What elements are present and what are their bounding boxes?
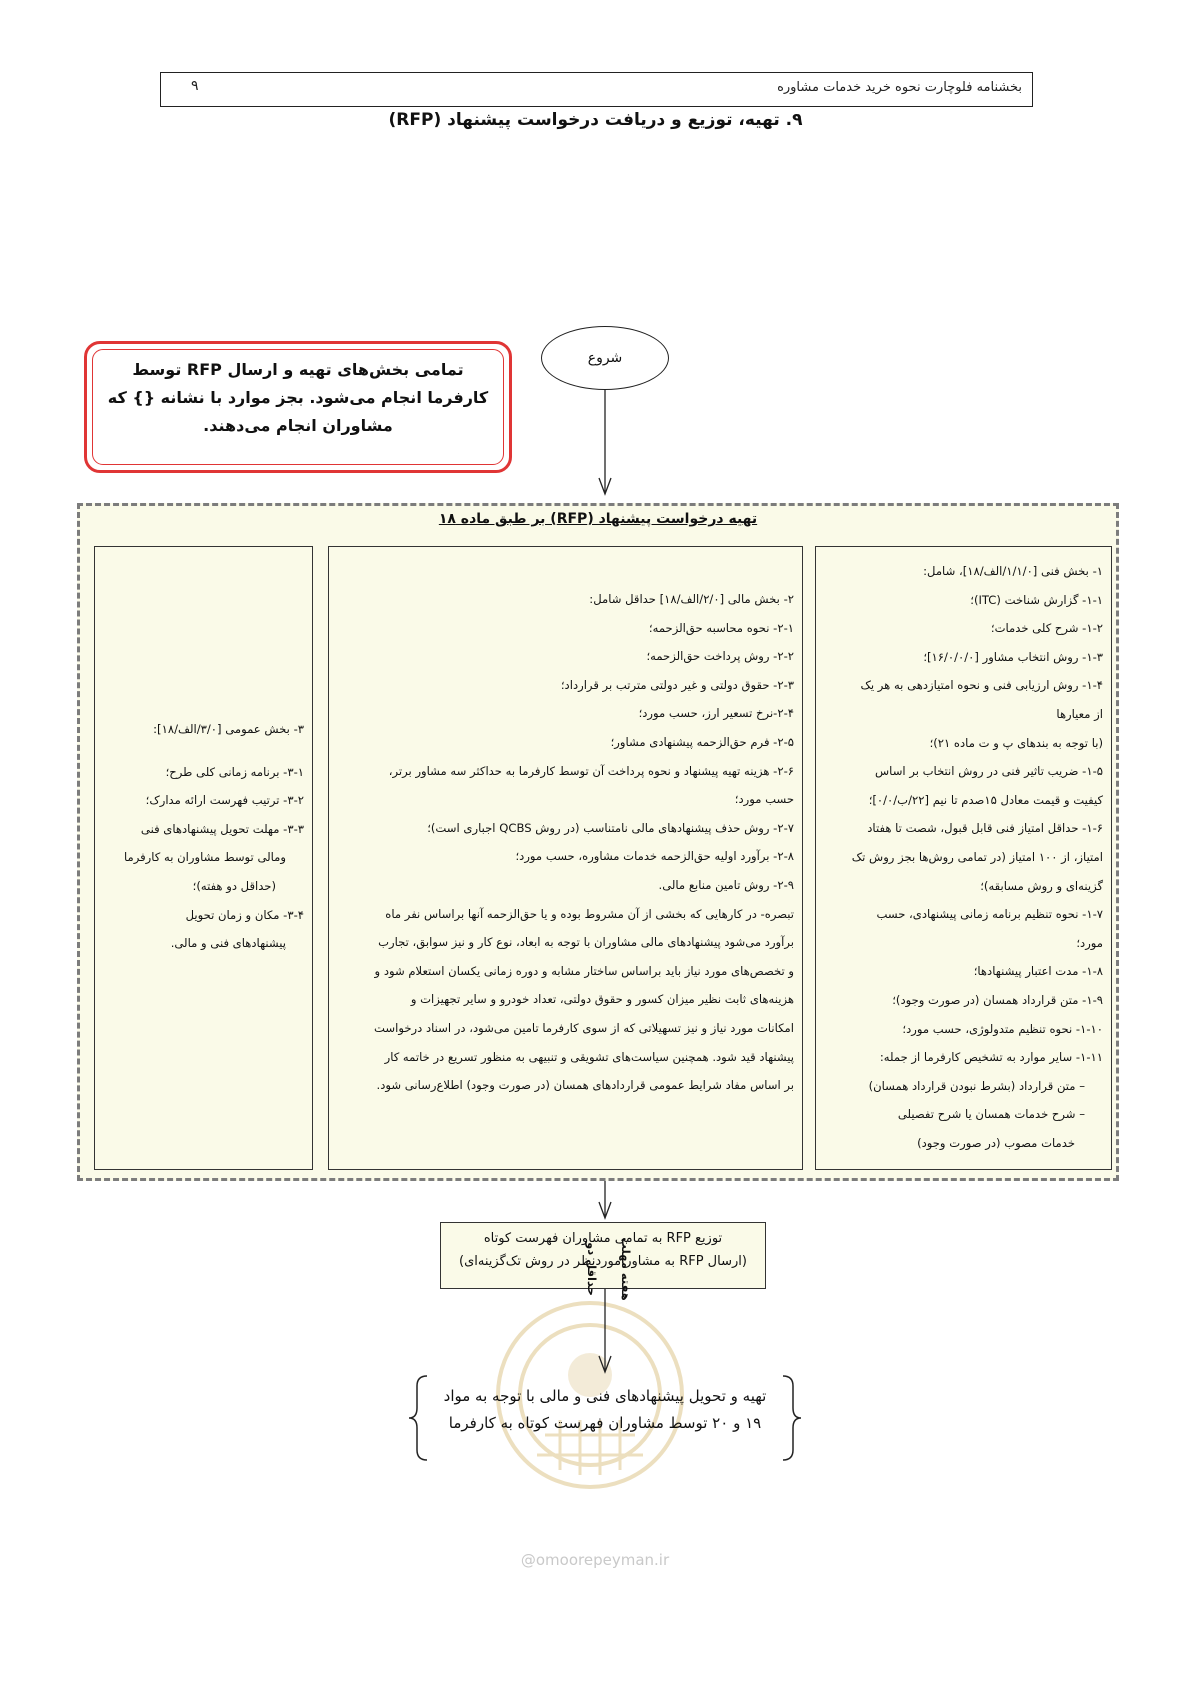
weeks-label: هفته مهلت — [618, 1237, 633, 1301]
distribution-line: توزیع RFP به تمامی مشاوران فهرست کوتاه — [483, 1231, 723, 1246]
note-box — [92, 349, 504, 465]
general-line: ومالی توسط مشاوران به کارفرما — [123, 850, 286, 865]
general-line: ۳-۳- مهلت تحویل پیشنهادهای فنی — [140, 821, 304, 836]
header-title: بخشنامه فلوچارت نحوه خرید خدمات مشاوره — [777, 80, 1022, 95]
financial-line: ۲-۹- روش تامین منابع مالی. — [658, 877, 794, 892]
financial-line: تبصره- در کارهایی که بخشی از آن مشروط بوده و یا حق‌الزحمه آنها براساس نفر ماه — [385, 906, 794, 921]
technical-line: ۱-۱- گزارش شناخت (ITC)؛ — [970, 592, 1103, 607]
financial-line: امکانات مورد نیاز و نیز تسهیلاتی که از سوی کارفرما تامین می‌شود، در اسناد درخواست — [374, 1020, 794, 1035]
technical-line: ۱-۱۱- سایر موارد به تشخیص کارفرما از جمله: — [879, 1050, 1103, 1065]
technical-line: ۱-۷- نحوه تنظیم برنامه زمانی پیشنهادی، حسب — [876, 907, 1103, 922]
financial-line: پیشنهاد قید شود. همچنین سیاست‌های تشویقی و تنبیهی به منظور تسریع در خاتمه کار — [384, 1049, 794, 1064]
technical-line: خدمات مصوب (در صورت وجود) — [917, 1135, 1075, 1150]
general-line: ۳-۴- مکان و زمان تحویل — [185, 907, 304, 922]
final-submission-box — [417, 1378, 793, 1458]
financial-line: ۲- بخش مالی [۲/۰/الف/۱۸] حداقل شامل: — [589, 592, 794, 606]
technical-line: ۱-۴- روش ارزیابی فنی و نحوه امتیازدهی به هر یک — [860, 678, 1103, 693]
financial-line: حسب مورد؛ — [734, 792, 794, 807]
financial-line: ۲-۶- هزینه تهیه پیشنهاد و نحوه پرداخت آن توسط کارفرما به حداکثر سه مشاور برتر، — [388, 763, 794, 778]
technical-line: ۱-۱۰- نحوه تنظیم متدولوژی، حسب مورد؛ — [902, 1021, 1103, 1036]
technical-line: ۱-۲- شرح کلی خدمات؛ — [990, 621, 1103, 636]
arrow-head-icon — [599, 478, 611, 494]
note-line: تمامی بخش‌های تهیه و ارسال RFP توسط — [132, 360, 464, 379]
start-label: شروع — [587, 350, 623, 366]
financial-line: ۲-۱- نحوه محاسبه حق‌الزحمه؛ — [648, 620, 794, 635]
general-line: پیشنهادهای فنی و مالی. — [170, 936, 286, 951]
technical-line: ۱-۹- متن قرارداد همسان (در صورت وجود)؛ — [892, 992, 1103, 1007]
financial-line: هزینه‌های ثابت نظیر میزان کسور و حقوق دولتی، تعداد خودرو و سایر تجهیزات و — [410, 992, 794, 1007]
technical-line: گزینه‌ای و روش مسابقه)؛ — [980, 878, 1103, 893]
page-title: ۹. تهیه، توزیع و دریافت درخواست پیشنهاد (RFP) — [388, 110, 803, 130]
technical-line: (با توجه به بندهای پ و ت ماده ۲۱)؛ — [929, 735, 1103, 750]
general-section — [94, 546, 313, 1170]
technical-line: – متن قرارداد (بشرط نبودن قرارداد همسان) — [868, 1078, 1085, 1093]
rfp-section-title: تهیه درخواست پیشنهاد (RFP) بر طبق ماده ۱۸ — [438, 511, 758, 527]
technical-line: ۱-۳- روش انتخاب مشاور [۱۶/۰/۰/۰]؛ — [923, 649, 1103, 664]
note-line: مشاوران انجام می‌دهند. — [203, 416, 393, 435]
general-line: ۳-۱- برنامه زمانی کلی طرح؛ — [165, 764, 304, 779]
technical-line: ۱-۸- مدت اعتبار پیشنهادها؛ — [973, 964, 1103, 979]
financial-line: بر اساس مفاد شرایط عمومی قراردادهای همسان (در صورت وجود) اطلاع‌رسانی شود. — [376, 1078, 794, 1093]
technical-section — [815, 546, 1112, 1170]
final-line: ۱۹ و ۲۰ توسط مشاوران فهرست کوتاه به کارفرما — [448, 1414, 762, 1432]
page-number: ۹ — [191, 78, 199, 94]
distribution-box — [440, 1222, 766, 1289]
financial-line: ۲-۷- روش حذف پیشنهادهای مالی نامتناسب (در روش QCBS اجباری است)؛ — [427, 820, 794, 835]
technical-line: مورد؛ — [1076, 935, 1103, 950]
financial-line: ۲-۵- فرم حق‌الزحمه پیشنهادی مشاور؛ — [610, 734, 794, 749]
financial-line: ۲-۳- حقوق دولتی و غیر دولتی مترتب بر قرارداد؛ — [560, 677, 794, 692]
technical-line: کیفیت و قیمت معادل ۱۵صدم تا نیم [۲۲/ب/۰/۰]؛ — [868, 792, 1103, 807]
technical-line: ۱-۵- ضریب تاثیر فنی در روش انتخاب بر اساس — [875, 764, 1103, 779]
financial-section — [328, 546, 803, 1170]
technical-line: ۱- بخش فنی [۱/۱/۰/الف/۱۸]، شامل: — [923, 564, 1103, 578]
page-header — [160, 72, 1033, 107]
general-line: ۳- بخش عمومی [۳/۰/الف/۱۸]: — [153, 722, 304, 736]
technical-line: امتیاز، از ۱۰۰ امتیاز (در تمامی روش‌ها بجز روش تک — [851, 849, 1103, 864]
financial-line: ۲-۲- روش پرداخت حق‌الزحمه؛ — [646, 649, 794, 664]
financial-line: و تخصص‌های مورد نیاز باید براساس ساختار مشابه و دوره زمانی یکسان استعلام شود و — [374, 963, 794, 978]
technical-line: – شرح خدمات همسان یا شرح تفصیلی — [897, 1107, 1085, 1122]
final-line: تهیه و تحویل پیشنهادهای فنی و مالی با توجه به مواد — [443, 1387, 767, 1405]
watermark-site: @omoorepeyman.ir — [520, 1551, 670, 1569]
technical-line: ۱-۶- حداقل امتیاز فنی قابل قبول، شصت تا هفتاد — [867, 821, 1103, 836]
deadline-label: حداقل دو — [584, 1242, 599, 1296]
distribution-line: (ارسال RFP به مشاور موردنظر در روش تک‌گزینه‌ای) — [459, 1253, 747, 1269]
general-line: (حداقل دو هفته)؛ — [192, 878, 276, 893]
financial-line: برآورد می‌شود پیشنهادهای مالی مشاوران با توجه به ابعاد، نوع کار و نیز سوابق، تجارب — [378, 935, 794, 950]
arrow-head-icon — [599, 1202, 611, 1218]
financial-line: ۲-۸- برآورد اولیه حق‌الزحمه خدمات مشاوره، حسب مورد؛ — [515, 849, 794, 864]
financial-line: ۲-۴-نرخ تسعیر ارز، حسب مورد؛ — [638, 706, 794, 721]
start-node — [541, 326, 669, 390]
general-line: ۳-۲- ترتیب فهرست ارائه مدارک؛ — [145, 793, 304, 808]
technical-line: از معیارها — [1056, 706, 1103, 721]
note-line: کارفرما انجام می‌شود. بجز موارد با نشانه {} که — [107, 388, 489, 407]
